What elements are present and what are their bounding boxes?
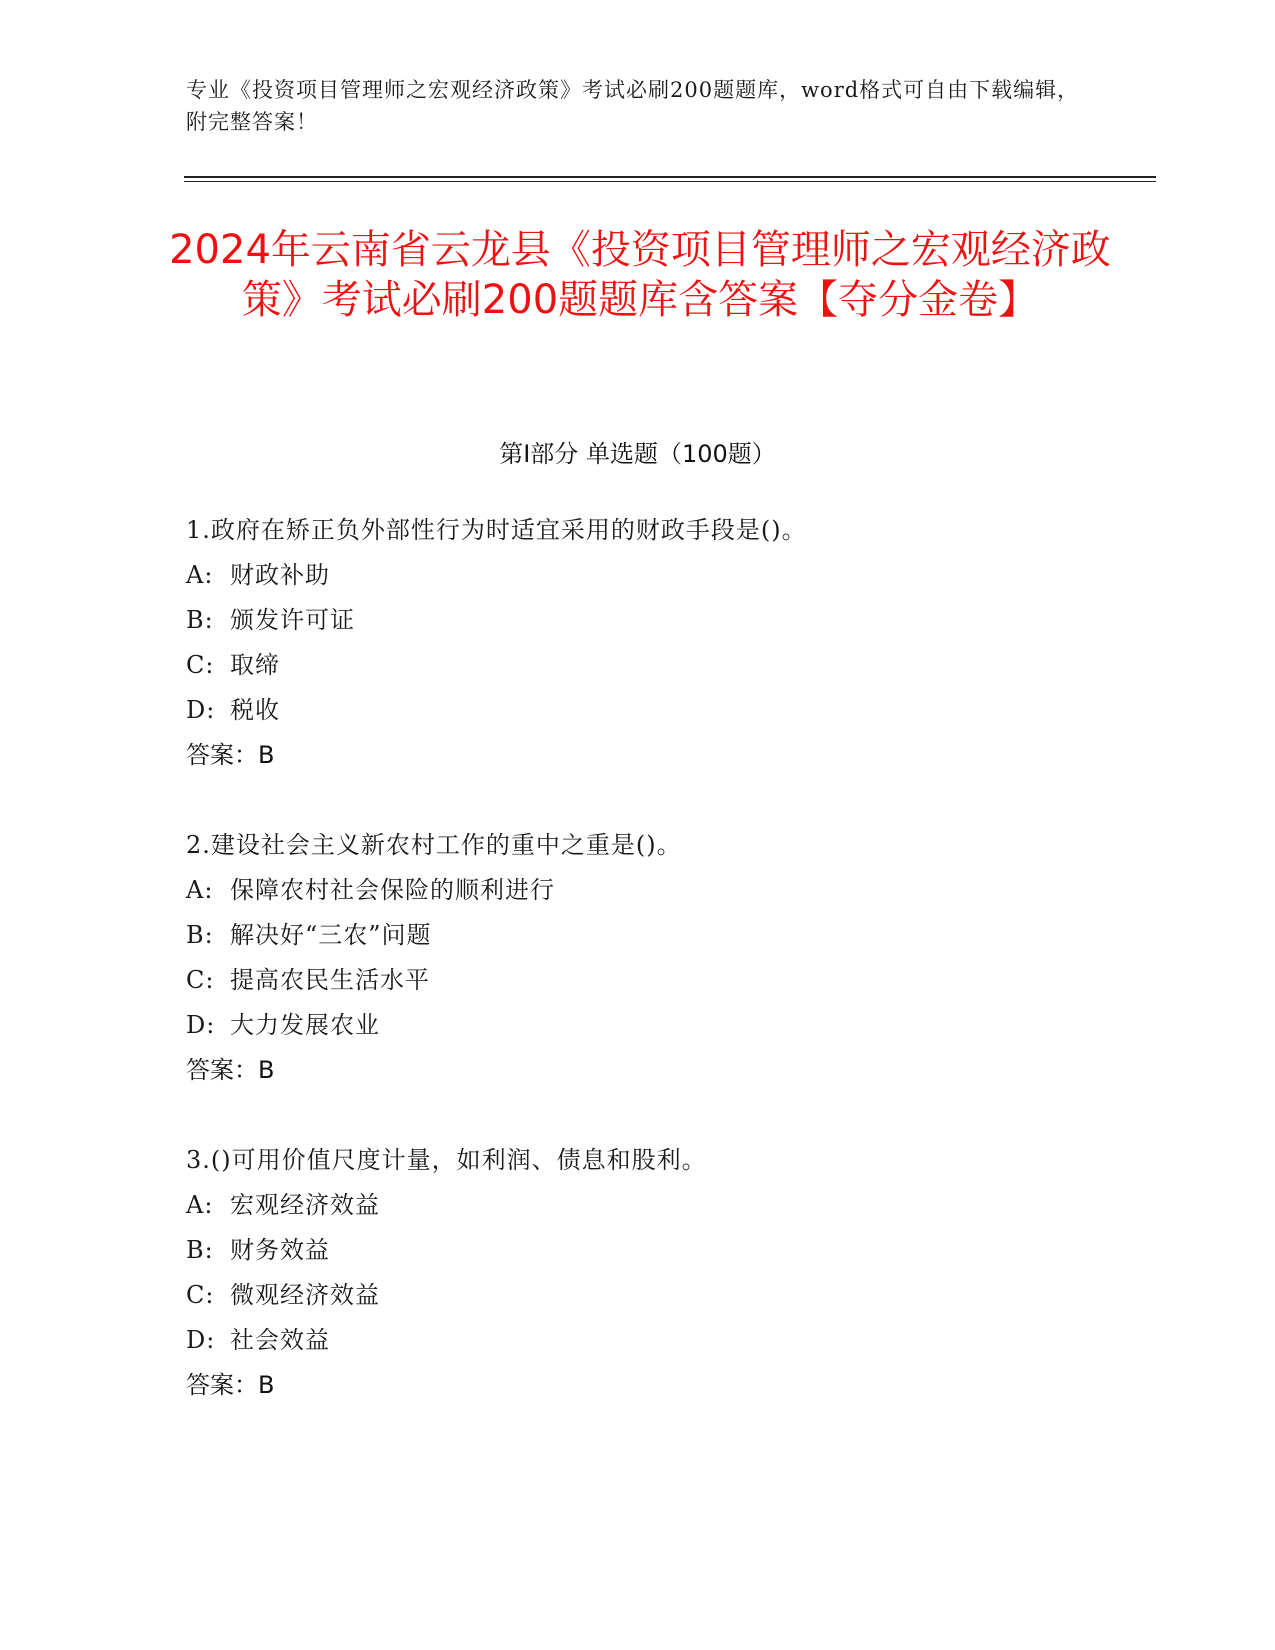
option-a (186, 868, 1126, 913)
answer-label: 答案：B (186, 1056, 275, 1084)
option-letter: A: (186, 561, 214, 589)
option-text: 提高农民生活水平 (230, 966, 430, 994)
option-letter: B: (186, 921, 214, 949)
option-text: 微观经济效益 (230, 1281, 380, 1309)
option-text: 社会效益 (230, 1326, 330, 1354)
option-text: 保障农村社会保险的顺利进行 (230, 876, 555, 904)
option-a (186, 1183, 1126, 1228)
option-b (186, 598, 1126, 643)
option-text: 税收 (230, 696, 280, 724)
option-b (186, 913, 1126, 958)
option-letter: A: (186, 876, 214, 904)
option-letter: B: (186, 606, 214, 634)
option-letter: B: (186, 1236, 214, 1264)
option-text: 宏观经济效益 (230, 1191, 380, 1219)
option-d (186, 1003, 1126, 1048)
option-letter: A: (186, 1191, 214, 1219)
option-c (186, 643, 1126, 688)
question-stem: 1.政府在矫正负外部性行为时适宜采用的财政手段是()。 (186, 516, 807, 544)
question-3 (186, 1138, 1126, 1408)
option-d (186, 1318, 1126, 1363)
answer-label: 答案：B (186, 741, 275, 769)
section-heading: 第Ⅰ部分 单选题（100题） (499, 440, 776, 468)
option-text: 财政补助 (230, 561, 330, 589)
option-text: 取缔 (230, 651, 280, 679)
option-letter: C: (186, 651, 215, 679)
option-b (186, 1228, 1126, 1273)
option-text: 大力发展农业 (230, 1011, 380, 1039)
question-2 (186, 823, 1126, 1093)
option-text: 解决好“三农”问题 (230, 921, 432, 949)
option-text: 财务效益 (230, 1236, 330, 1264)
header-divider-thin (184, 181, 1156, 182)
option-a (186, 553, 1126, 598)
option-text: 颁发许可证 (230, 606, 355, 634)
question-1 (186, 508, 1126, 778)
option-letter: D: (186, 1326, 216, 1354)
option-c (186, 1273, 1126, 1318)
option-d (186, 688, 1126, 733)
header-note: 专业《投资项目管理师之宏观经济政策》考试必刷200题题库，word格式可自由下载编辑，附完整答案！ (186, 78, 1080, 134)
option-letter: C: (186, 966, 215, 994)
question-stem: 3.()可用价值尺度计量，如利润、债息和股利。 (186, 1146, 707, 1174)
option-c (186, 958, 1126, 1003)
option-letter: C: (186, 1281, 215, 1309)
answer-label: 答案：B (186, 1371, 275, 1399)
option-letter: D: (186, 1011, 216, 1039)
option-letter: D: (186, 696, 216, 724)
header-divider-thick (184, 176, 1156, 178)
document-title: 2024年云南省云龙县《投资项目管理师之宏观经济政策》考试必刷200题题库含答案【夺分金卷】 (169, 227, 1111, 323)
question-stem: 2.建设社会主义新农村工作的重中之重是()。 (186, 831, 682, 859)
